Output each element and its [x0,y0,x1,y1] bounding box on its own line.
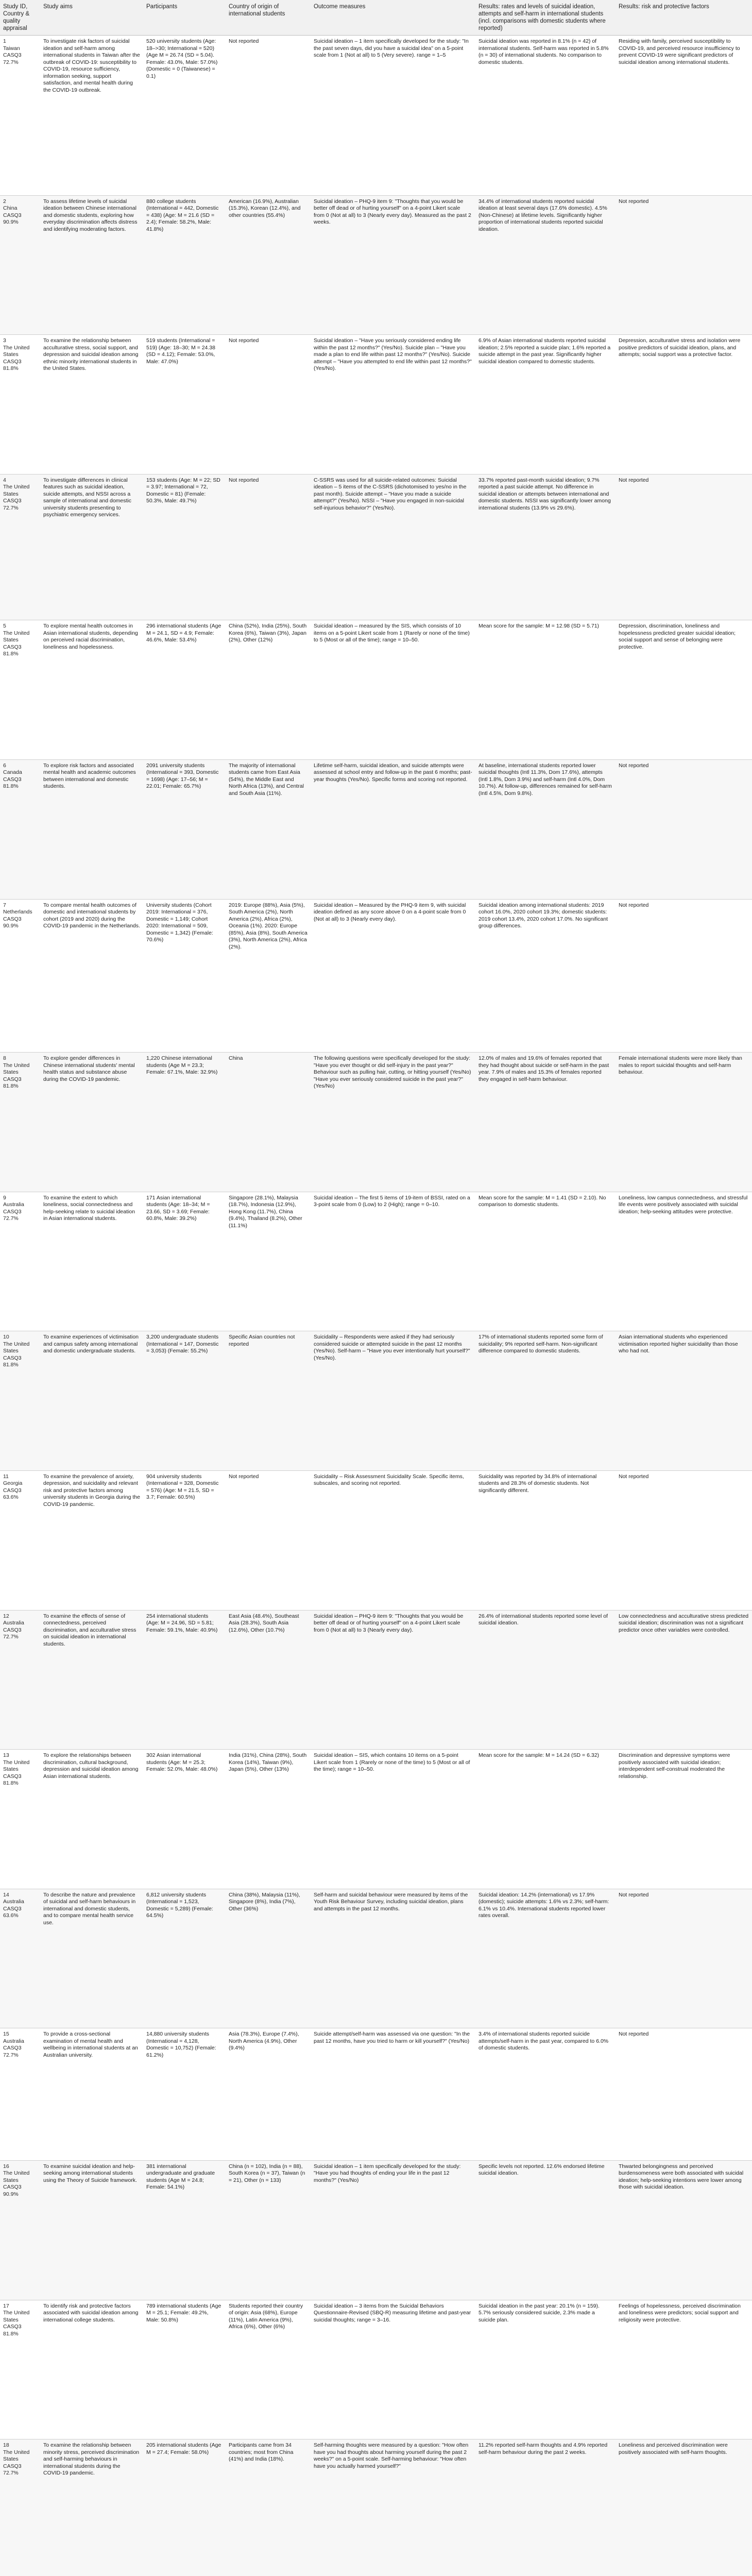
study-id-cell: 18 The United States CASQ3 72.7% [3,2442,30,2477]
country-of-origin-cell: Participants came from 34 countries; most from China (41%) and India (18%). [229,2442,294,2463]
table-row [0,1750,752,1889]
results-factors-cell: Not reported [619,762,649,769]
country-of-origin-cell: India (31%), China (28%), South Korea (14%), Taiwan (9%), Japan (5%), Other (13%) [229,1752,307,1773]
country-of-origin-cell: Singapore (28.1%), Malaysia (18.7%), Indonesia (12.9%), Hong Kong (11.7%), China (9.4%), Thailand (8.2%), Other (11.1%) [229,1194,302,1229]
study-id-cell: 9 Australia CASQ3 72.7% [3,1194,24,1222]
table-row [0,899,752,1053]
outcome-measures-cell: The following questions were specifically developed for the study: "Have you ever thought or did self-injury in the past year?" Behaviour such as pulling hair, cutting, or hitting yourself (Yes/No) "Have you ever seriously considered suicide in the past year?" (Yes/No) [314,1055,471,1090]
results-rates-cell: 34.4% of international students reported suicidal ideation at least several days (17.6% domestic). 4.5% (Non-Chinese) at lifetime levels. Significantly higher proportion of international students reported suicidal ideation. [478,198,607,232]
results-factors-cell: Feelings of hopelessness, perceived discrimination and loneliness were predictors; social support and religiosity were protective. [619,2302,741,2323]
results-factors-cell: Not reported [619,477,649,483]
country-of-origin-cell: Asia (78.3%), Europe (7.4%), North America (4.9%), Other (9.4%) [229,2031,299,2052]
results-factors-cell: Depression, acculturative stress and isolation were positive predictors of suicidal ideation, plans, and attempts; social support was a protective factor. [619,337,741,358]
study-aims-cell: To provide a cross-sectional examination of mental health and wellbeing in international students at an Australian university. [43,2031,138,2058]
participants-cell: 381 international undergraduate and graduate students (Age M = 24.8; Female: 54.1%) [146,2163,215,2191]
outcome-measures-cell: Suicidal ideation – 1 item specifically developed for the study: "Have you had thoughts of ending your life in the past 12 months?" (Yes/No) [314,2163,461,2183]
study-aims-cell: To explore risk factors and associated mental health and academic outcomes between international and domestic students. [43,762,136,790]
country-of-origin-cell: 2019: Europe (88%), Asia (5%), South America (2%), North America (2%), Africa (2%), Oceania (1%). 2020: Europe (85%), Asia (8%), South America (3%), North America (2%), Africa (2%). [229,902,307,950]
outcome-measures-cell: Suicidal ideation – PHQ-9 item 9: "Thoughts that you would be better off dead or of hurting yourself" on a 4-point Likert scale from 0 (Not at all) to 3 (Nearly every day). [314,1613,464,1633]
participants-cell: 2091 university students (International = 393, Domestic = 1698) (Age: 17–56; M = 22.01; Female: 65.7%) [146,762,219,790]
column-header-country-of-origin: Country of origin of international students [226,0,311,36]
results-rates-cell: Suicidal ideation was reported in 8.1% (n = 42) of international students. Self-harm was reported in 5.8% (n = 30) of international students. No comparison to domestic students. [478,38,609,65]
participants-cell: 519 students (International = 519) (Age: 18–30; M = 24.38 (SD = 4.12); Female: 53.0%, Male: 47.0%) [146,337,215,365]
study-id-cell: 4 The United States CASQ3 72.7% [3,477,30,511]
results-rates-cell: Suicidal ideation in the past year: 20.1% (n = 159). 5.7% seriously considered suicide, 2.3% made a suicide plan. [478,2302,600,2323]
participants-cell: 171 Asian international students (Age: 18–34; M = 23.66, SD = 3.69; Female: 60.8%, Male: 39.2%) [146,1194,210,1222]
country-of-origin-cell: East Asia (48.4%), Southeast Asia (28.3%), South Asia (12.6%), Other (10.7%) [229,1613,299,1633]
participants-cell: 520 university students (Age: 18–>30; International = 520) (Age M = 26.74 (SD = 5.04). Female: 43.0%, Male: 57.0%) (Domestic = 0 (Taiwanese) = 0.1) [146,38,218,79]
column-header-results-factors: Results: risk and protective factors [616,0,752,36]
results-rates-cell: Suicidal ideation: 14.2% (international) vs 17.9% (domestic); suicide attempts: 1.6% vs 2.3%; self-harm: 6.1% vs 10.4%. International students reported lower rates overall. [478,1891,609,1919]
study-aims-cell: To examine suicidal ideation and help-seeking among international students using the Theory of Suicide framework. [43,2163,137,2183]
table-row [0,474,752,620]
table-row [0,1610,752,1750]
study-aims-cell: To assess lifetime levels of suicidal ideation between Chinese international and domestic students, exploring how everyday discrimination affects distress and identifying moderating factors. [43,198,138,232]
results-rates-cell: 17% of international students reported some form of suicidality; 9% reported self-harm. Non-significant difference compared to domestic students. [478,1334,603,1354]
outcome-measures-cell: Suicidal ideation – measured by the SIS, which consists of 10 items on a 5-point Likert scale from 1 (Rarely or none of the time) to 5 (Most or all of the time); range = 10–50. [314,623,470,643]
table-row [0,759,752,899]
results-factors-cell: Residing with family, perceived susceptibility to COVID-19, and perceived resource insufficiency to prevent COVID-19 were significant predictors of suicidal ideation among international students. [619,38,740,65]
study-id-cell: 12 Australia CASQ3 72.7% [3,1613,24,1640]
results-rates-cell: At baseline, international students reported lower suicidal thoughts (Intl 11.3%, Dom 17.6%), attempts (Intl 1.8%, Dom 3.9%) and self-harm (Intl 4.0%, Dom 10.7%). At follow-up, differences remained for self-harm (Intl 4.5%, Dom 9.8%). [478,762,612,796]
table-row [0,1192,752,1331]
study-id-cell: 15 Australia CASQ3 72.7% [3,2031,24,2058]
study-aims-cell: To examine the relationship between acculturative stress, social support, and depression and suicidal ideation among ethnic minority international students in the United States. [43,337,139,372]
outcome-measures-cell: Self-harm and suicidal behaviour were measured by items of the Youth Risk Behaviour Survey, including suicidal ideation, plans and attempts in the past 12 months. [314,1891,468,1912]
results-factors-cell: Not reported [619,198,649,205]
country-of-origin-cell: The majority of international students came from East Asia (54%), the Middle East and North Africa (13%), and Central and South Asia (11%). [229,762,304,796]
outcome-measures-cell: Suicide attempt/self-harm was assessed via one question: "In the past 12 months, have you tried to harm or kill yourself?" (Yes/No) [314,2031,470,2044]
results-rates-cell: 11.2% reported self-harm thoughts and 4.9% reported self-harm behaviour during the past 2 weeks. [478,2442,608,2455]
study-id-cell: 2 China CASQ3 90.9% [3,198,22,226]
participants-cell: 904 university students (International = 328, Domestic = 576) (Age: M = 21.5, SD = 3.7; Female: 60.5%) [146,1473,219,1501]
outcome-measures-cell: Suicidal ideation – The first 5 items of 19-item of BSSI, rated on a 3-point scale from 0 (Low) to 2 (High); range = 0–10. [314,1194,470,1208]
participants-cell: 14,880 university students (International = 4,128, Domestic = 10,752) (Female: 61.2%) [146,2031,216,2058]
study-aims-cell: To examine the effects of sense of connectedness, perceived discrimination, and acculturative stress on suicidal ideation in international students. [43,1613,136,1647]
study-aims-cell: To explore mental health outcomes in Asian international students, depending on perceived racial discrimination, loneliness and hopelessness. [43,623,138,650]
study-aims-cell: To examine the extent to which loneliness, social connectedness and help-seeking relate to suicidal ideation in Asian international students. [43,1194,135,1222]
outcome-measures-cell: Suicidality – Respondents were asked if they had seriously considered suicide or attempted suicide in the past 12 months (Yes/No). Self-harm – "Have you ever intentionally hurt yourself?" (Yes/No). [314,1334,470,1361]
column-header-results-rates: Results: rates and levels of suicidal ideation, attempts and self-harm in international students (incl. comparisons with domestic students where reported) [475,0,616,36]
participants-cell: University students (Cohort 2019: International = 376, Domestic = 1,149; Cohort 2020: International = 509, Domestic = 1,342) (Female: 70.6%) [146,902,213,943]
table-row [0,195,752,335]
participants-cell: 789 international students (Age M = 25.1; Female: 49.2%, Male: 50.8%) [146,2302,221,2323]
study-aims-cell: To investigate risk factors of suicidal ideation and self-harm among international students in Taiwan after the outbreak of COVID-19: susceptibility to COVID-19, resource sufficiency, information seeking, support satisfaction, and mental health during the COVID-19 outbreak. [43,38,140,93]
study-aims-cell: To compare mental health outcomes of domestic and international students by cohort (2019 and 2020) during the COVID-19 pandemic in the Netherlands. [43,902,140,929]
results-factors-cell: Not reported [619,1473,649,1480]
results-rates-cell: Suicidality was reported by 34.8% of international students and 28.3% of domestic students. Not significantly different. [478,1473,597,1494]
country-of-origin-cell: Not reported [229,38,259,44]
table-body [0,36,752,2576]
country-of-origin-cell: China (n = 102), India (n = 88), South Korea (n = 37), Taiwan (n = 21), Other (n = 133) [229,2163,305,2183]
table-row [0,2160,752,2300]
results-factors-cell: Not reported [619,2031,649,2038]
results-factors-cell: Loneliness and perceived discrimination were positively associated with self-harm thoughts. [619,2442,728,2455]
results-factors-cell: Female international students were more likely than males to report suicidal thoughts and self-harm behaviour. [619,1055,742,1076]
outcome-measures-cell: Suicidal ideation – 1 item specifically developed for the study: "In the past seven days, did you have a suicidal idea" on a 5-point scale from 1 (Not at all) to 5 (Very severe). range = 1–5 [314,38,469,58]
study-id-cell: 5 The United States CASQ3 81.8% [3,623,30,657]
study-aims-cell: To examine the relationship between minority stress, perceived discrimination and self-harming behaviours in international students during the COVID-19 pandemic. [43,2442,140,2477]
participants-cell: 3,200 undergraduate students (International = 147, Domestic = 3,053) (Female: 55.2%) [146,1334,219,1354]
results-rates-cell: 6.9% of Asian international students reported suicidal ideation; 2.5% reported a suicide plan; 1.6% reported a suicide attempt in the past year. Significantly higher suicidal ideation compared to domestic students. [478,337,611,365]
table-row [0,2028,752,2161]
study-id-cell: 13 The United States CASQ3 81.8% [3,1752,30,1787]
study-id-cell: 10 The United States CASQ3 81.8% [3,1334,30,1368]
outcome-measures-cell: Suicidal ideation – PHQ-9 item 9: "Thoughts that you would be better off dead or of hurting yourself" on a 4-point Likert scale from 0 (Not at all) to 3 (Nearly every day). Measured as the past 2 weeks. [314,198,471,226]
study-id-cell: 14 Australia CASQ3 63.6% [3,1891,24,1919]
results-rates-cell: 3.4% of international students reported suicide attempts/self-harm in the past year, compared to 6.0% of domestic students. [478,2031,609,2052]
participants-cell: 302 Asian international students (Age: M = 25.3; Female: 52.0%, Male: 48.0%) [146,1752,218,1773]
country-of-origin-cell: Specific Asian countries not reported [229,1334,295,1347]
results-factors-cell: Asian international students who experienced victimisation reported higher suicidality than those who had not. [619,1334,738,1354]
outcome-measures-cell: Self-harming thoughts were measured by a question: "How often have you had thoughts about harming yourself during the past 2 weeks?" on a 5-point scale. Self-harming behaviour: "How often have you actually harmed yourself?" [314,2442,469,2469]
participants-cell: 6,812 university students (International = 1,523, Domestic = 5,289) (Female: 64.5%) [146,1891,213,1919]
results-rates-cell: Mean score for the sample: M = 1.41 (SD = 2.10). No comparison to domestic students. [478,1194,606,1208]
results-rates-cell: Mean score for the sample: M = 14.24 (SD = 6.32) [478,1752,600,1759]
results-rates-cell: 12.0% of males and 19.6% of females reported that they had thought about suicide or self-harm in the past year. 7.9% of males and 15.3% of females reported they engaged in self-harm behaviour. [478,1055,609,1082]
results-rates-cell: Mean score for the sample: M = 12.98 (SD = 5.71) [478,623,600,630]
column-header-participants: Participants [143,0,226,36]
results-factors-cell: Discrimination and depressive symptoms were positively associated with suicidal ideation; interdependent self-construal moderated the relationship. [619,1752,730,1780]
study-aims-cell: To examine experiences of victimisation and campus safety among international and domestic undergraduate students. [43,1334,139,1354]
participants-cell: 880 college students (International = 442, Domestic = 438) (Age: M = 21.6 (SD = 2.4); Female: 58.2%, Male: 41.8%) [146,198,219,232]
country-of-origin-cell: China [229,1055,243,1062]
table-row [0,1470,752,1610]
country-of-origin-cell: China (38%), Malaysia (11%), Singapore (8%), India (7%), Other (36%) [229,1891,300,1912]
study-aims-cell: To explore gender differences in Chinese international students' mental health status and substance abuse during the COVID-19 pandemic. [43,1055,135,1082]
results-factors-cell: Thwarted belongingness and perceived burdensomeness were both associated with suicidal ideation; help-seeking intentions were lower among those with suicidal ideation. [619,2163,744,2191]
participants-cell: 1,220 Chinese international students (Age M = 23.3; Female: 67.1%, Male: 32.9%) [146,1055,218,1076]
study-id-cell: 1 Taiwan CASQ3 72.7% [3,38,22,65]
results-rates-cell: 26.4% of international students reported some level of suicidal ideation. [478,1613,608,1626]
table-row [0,1331,752,1471]
outcome-measures-cell: Suicidal ideation – 3 items from the Suicidal Behaviors Questionnaire-Revised (SBQ-R) measuring lifetime and past-year suicidal thoughts; range = 3–16. [314,2302,471,2323]
table-row [0,335,752,474]
participants-cell: 296 international students (Age M = 24.1, SD = 4.9; Female: 46.6%, Male: 53.4%) [146,623,221,643]
results-factors-cell: Depression, discrimination, loneliness and hopelessness predicted greater suicidal ideation; social support and sense of belonging were protective. [619,623,736,650]
results-factors-cell: Low connectedness and acculturative stress predicted suicidal ideation; discrimination was not a significant predictor once other variables were controlled. [619,1613,749,1633]
table-row [0,36,752,196]
column-header-study-id: Study ID, Country & quality appraisal [0,0,40,36]
study-aims-cell: To describe the nature and prevalence of suicidal and self-harm behaviours in international and domestic students, and to compare mental health service use. [43,1891,136,1926]
study-id-cell: 7 Netherlands CASQ3 90.9% [3,902,32,929]
outcome-measures-cell: Lifetime self-harm, suicidal ideation, and suicide attempts were assessed at school entry and follow-up in the past 6 months; past-year thoughts (Yes/No). Specific forms and scoring not reported. [314,762,472,783]
study-id-cell: 3 The United States CASQ3 81.8% [3,337,30,372]
results-rates-cell: Suicidal ideation among international students: 2019 cohort 16.0%, 2020 cohort 19.3%; domestic students: 2019 cohort 13.4%, 2020 cohort 17.0%. No significant group differences. [478,902,608,929]
participants-cell: 254 international students (Age: M = 24.96, SD = 5.81; Female: 59.1%, Male: 40.9%) [146,1613,218,1633]
table-row [0,620,752,760]
table-header-row [0,0,752,36]
column-header-study-aims: Study aims [40,0,143,36]
results-factors-cell: Loneliness, low campus connectedness, and stressful life events were positively associated with suicidal ideation; help-seeking attitudes were protective. [619,1194,748,1215]
country-of-origin-cell: Not reported [229,337,259,344]
outcome-measures-cell: Suicidal ideation – Measured by the PHQ-9 item 9, with suicidal ideation defined as any score above 0 on a 4-point scale from 0 (Not at all) to 3 (Nearly every day). [314,902,466,922]
study-aims-cell: To explore the relationships between discrimination, cultural background, depression and suicidal ideation among Asian international students. [43,1752,139,1780]
country-of-origin-cell: Students reported their country of origin: Asia (68%), Europe (11%), Latin America (9%), Africa (6%), Other (6%) [229,2302,303,2330]
study-id-cell: 8 The United States CASQ3 81.8% [3,1055,30,1090]
country-of-origin-cell: China (52%), India (25%), South Korea (6%), Taiwan (3%), Japan (2%), Other (12%) [229,623,307,643]
results-rates-cell: Specific levels not reported. 12.6% endorsed lifetime suicidal ideation. [478,2163,605,2177]
participants-cell: 205 international students (Age M = 27.4; Female: 58.0%) [146,2442,221,2455]
country-of-origin-cell: American (16.9%), Australian (15.3%), Korean (12.4%), and other countries (55.4%) [229,198,301,218]
results-rates-cell: 33.7% reported past-month suicidal ideation; 9.7% reported a past suicide attempt. No difference in suicidal ideation or attempts between international and domestic students. NSSI was significantly lower among international students (13.9% vs 29.6%). [478,477,611,511]
study-id-cell: 11 Georgia CASQ3 63.6% [3,1473,23,1501]
study-id-cell: 16 The United States CASQ3 90.9% [3,2163,30,2197]
outcome-measures-cell: C-SSRS was used for all suicide-related outcomes: Suicidal ideation – 5 items of the C-SSRS (dichotomised to yes/no in the past month). Suicide attempt – "Have you made a suicide attempt?" (Yes/No). NSSI – "Have you engaged in non-suicidal self-injurious behavior?" (Yes/No). [314,477,467,511]
table-row [0,1889,752,2028]
study-id-cell: 6 Canada CASQ3 81.8% [3,762,22,790]
column-header-outcome-measures: Outcome measures [311,0,475,36]
country-of-origin-cell: Not reported [229,1473,259,1480]
participants-cell: 153 students (Age: M = 22; SD = 3.97; International = 72, Domestic = 81) (Female: 50.3%, Male: 49.7%) [146,477,220,504]
study-id-cell: 17 The United States CASQ3 81.8% [3,2302,30,2337]
outcome-measures-cell: Suicidal ideation – "Have you seriously considered ending life within the past 12 months?" (Yes/No). Suicide plan – "Have you made a plan to end life within past 12 months?" (Yes/No). Suicide attempt – "Have you attempted to end life within past 12 months?" (Yes/No). [314,337,472,372]
results-factors-cell: Not reported [619,1891,649,1898]
table-row [0,1053,752,1192]
study-aims-cell: To investigate differences in clinical features such as suicidal ideation, suicide attempts, and NSSI across a sample of international and domestic university students presenting to psychiatric emergency services. [43,477,132,518]
results-factors-cell: Not reported [619,902,649,908]
study-aims-cell: To identify risk and protective factors associated with suicidal ideation among international college students. [43,2302,139,2323]
study-aims-cell: To examine the prevalence of anxiety, depression, and suicidality and relevant risk and protective factors among university students in Georgia during the COVID-19 pandemic. [43,1473,140,1507]
outcome-measures-cell: Suicidality – Risk Assessment Suicidality Scale. Specific items, subscales, and scoring not reported. [314,1473,464,1487]
country-of-origin-cell: Not reported [229,477,259,483]
table-row [0,2439,752,2576]
table-row [0,2300,752,2439]
outcome-measures-cell: Suicidal ideation – SIS, which contains 10 items on a 5-point Likert scale from 1 (Rarely or none of the time) to 5 (Most or all of the time); range = 10–50. [314,1752,470,1773]
